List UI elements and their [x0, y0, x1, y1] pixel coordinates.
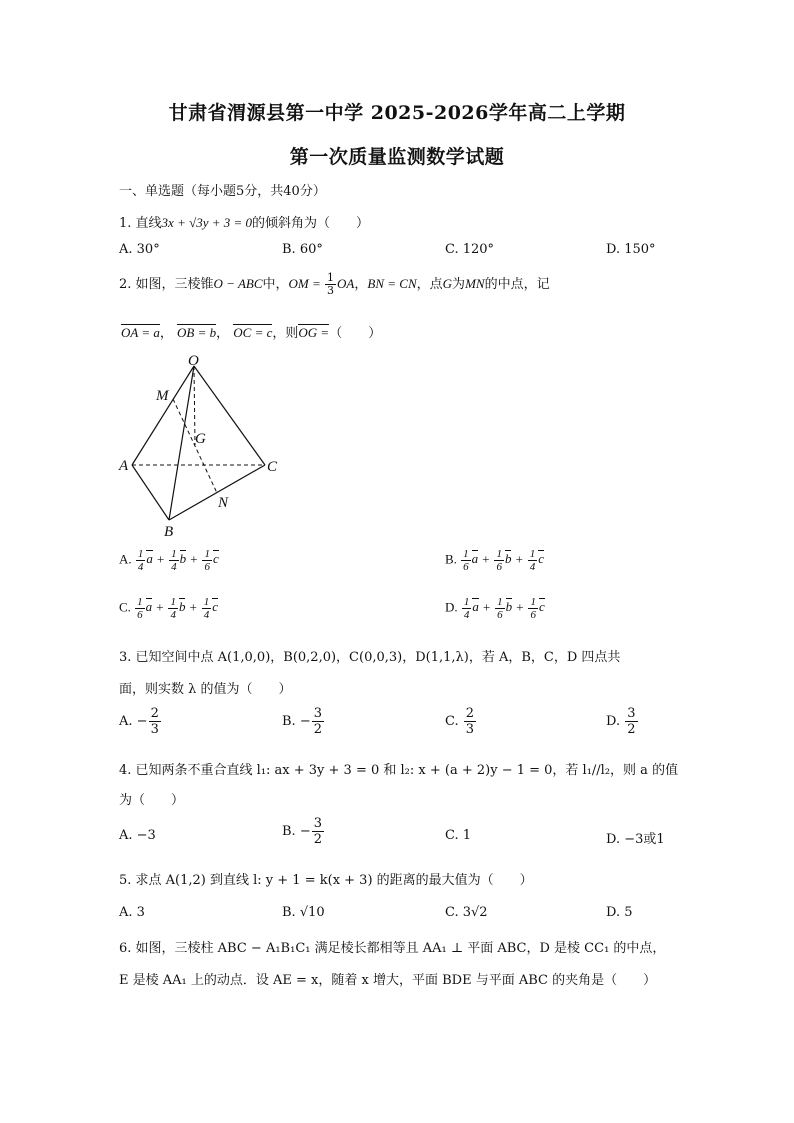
q1-suffix: 的倾斜角为（ ） — [252, 216, 370, 231]
q4-option-d: D. −3或1 — [606, 832, 665, 847]
edge-oa — [132, 366, 194, 465]
tetrahedron-figure — [110, 348, 310, 543]
q2-mn: MN — [465, 276, 485, 291]
q2-vector-line: OA = a， OB = b， OC = c，则OG =（ ） — [121, 325, 382, 341]
q5-option-b: B. √10 — [282, 905, 325, 920]
q2-vec-og: OG = — [298, 325, 330, 340]
q2-tetra: O − ABC — [213, 276, 263, 291]
q2-fraction-one-third: $\frac{1}{3}$ — [327, 271, 335, 297]
question-6-line2: E 是棱 AA₁ 上的动点．设 AE = x，随着 x 增大，平面 BDE 与平面 ABC 的夹角是（ ） — [119, 973, 657, 988]
question-3-line2: 面，则实数 λ 的值为（ ） — [119, 682, 292, 697]
q3-option-b: B. − $\frac{3}{2}$ — [282, 706, 323, 737]
label-c: C — [267, 459, 278, 475]
q2-vec-oa: OA = a — [121, 325, 160, 340]
label-o: O — [188, 353, 199, 369]
q2-option-a: A. $\frac{1}{4}$ a + $\frac{1}{4}$ b + $\frac{1}{6}$ c — [119, 548, 219, 573]
label-a: A — [119, 458, 129, 474]
q1-option-d: D. 150° — [606, 242, 656, 257]
q2-mid: 中， — [262, 277, 289, 292]
q5-option-d: D. 5 — [606, 905, 633, 920]
q2-rel2: BN = CN — [367, 276, 417, 291]
question-4-line2: 为（ ） — [119, 793, 185, 808]
q1-option-b: B. 60° — [282, 242, 323, 257]
edge-bc — [169, 465, 265, 520]
q2-ask: ，则 — [272, 326, 299, 341]
q2-rel1: OM = — [288, 276, 325, 291]
question-2: 2. 如图，三棱锥O − ABC中，OM = $\frac{1}{3}$ OA，BN = CN，点G为MN的中点，记 — [119, 271, 550, 297]
label-g: G — [195, 431, 206, 447]
exam-title-line2: 第一次质量监测数学试题 — [289, 146, 505, 168]
q1-option-c: C. 120° — [445, 242, 495, 257]
exam-title-line1: 甘肃省渭源县第一中学 2025-2026学年高二上学期 — [168, 102, 626, 124]
q2-vec-ob: OB = b — [177, 325, 217, 340]
q4-option-c: C. 1 — [445, 828, 472, 843]
q2-vec-oc: OC = c — [233, 325, 273, 340]
q2-option-d: D. $\frac{1}{4}$ a + $\frac{1}{6}$ b + $\frac{1}{6}$ c — [445, 596, 545, 621]
question-6-line1: 6. 如图，三棱柱 ABC − A₁B₁C₁ 满足棱长都相等且 AA₁ ⊥ 平面 ABC，D 是棱 CC₁ 的中点， — [119, 941, 666, 956]
q2-option-b: B. $\frac{1}{6}$ a + $\frac{1}{6}$ b + $\frac{1}{4}$ c — [445, 548, 545, 573]
section-heading: 一、单选题（每小题5分，共40分） — [119, 184, 326, 199]
question-1 — [119, 212, 369, 231]
question-3-line1: 3. 已知空间中点 A(1,0,0)，B(0,2,0)，C(0,0,3)，D(1,1,λ)，若 A，B，C，D 四点共 — [119, 650, 621, 665]
q2-ask-end: （ ） — [329, 326, 382, 341]
label-n: N — [218, 495, 229, 511]
edge-ob — [169, 366, 194, 520]
q1-expression: 3x + √3y + 3 = 0 — [161, 215, 253, 230]
q2-text3: 为 — [452, 277, 466, 292]
q5-option-c: C. 3√2 — [445, 905, 488, 920]
q2-option-c: C. $\frac{1}{6}$ a + $\frac{1}{4}$ b + $\frac{1}{4}$ c — [119, 596, 219, 621]
q3-option-d: D. $\frac{3}{2}$ — [606, 706, 636, 737]
q3-option-a: A. − $\frac{2}{3}$ — [119, 706, 159, 737]
q4-option-a: A. −3 — [119, 828, 156, 843]
question-5: 5. 求点 A(1,2) 到直线 l: y + 1 = k(x + 3) 的距离的最大值为（ ） — [119, 873, 533, 888]
label-m: M — [156, 388, 169, 404]
q2-text2: ，点 — [416, 277, 443, 292]
q3-option-c: C. $\frac{2}{3}$ — [445, 706, 475, 737]
q2-point-g: G — [442, 276, 453, 291]
q1-option-a: A. 30° — [119, 242, 160, 257]
question-4-line1: 4. 已知两条不重合直线 l₁: ax + 3y + 3 = 0 和 l₂: x + (a + 2)y − 1 = 0，若 l₁//l₂，则 a 的值 — [119, 763, 679, 778]
edge-ab — [132, 465, 169, 520]
q2-prefix: 2. 如图，三棱锥 — [119, 277, 214, 292]
q2-rel1b: OA — [337, 276, 355, 291]
q1-prefix: 1. 直线 — [119, 216, 162, 231]
edge-oc — [194, 366, 265, 465]
q5-option-a: A. 3 — [119, 905, 145, 920]
q4-option-b: B. − $\frac{3}{2}$ — [282, 816, 323, 847]
q2-text4: 的中点，记 — [484, 277, 550, 292]
label-b: B — [164, 524, 174, 540]
